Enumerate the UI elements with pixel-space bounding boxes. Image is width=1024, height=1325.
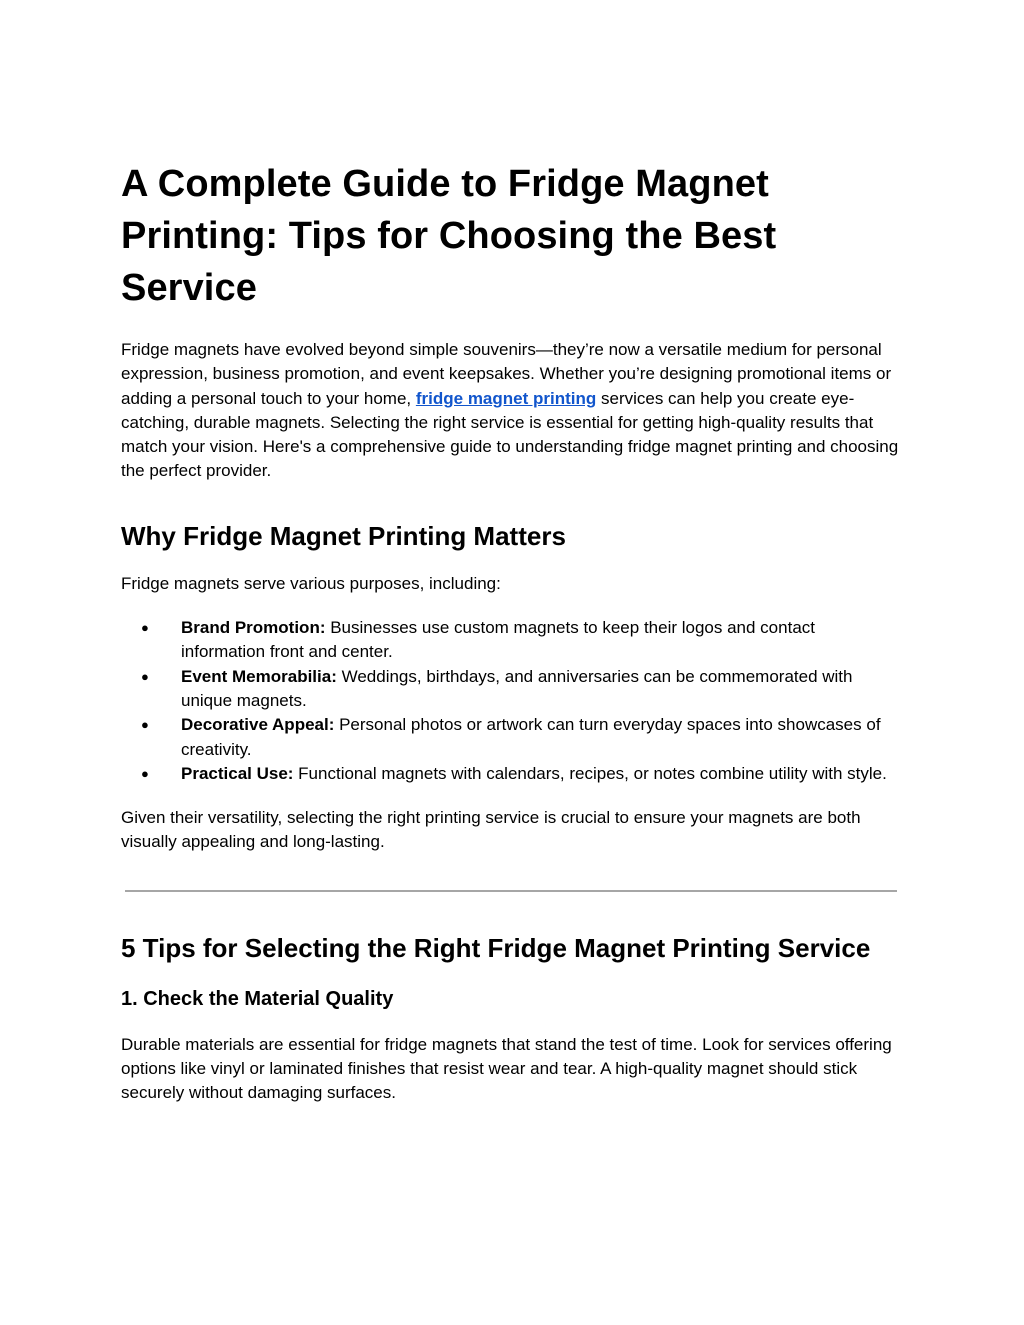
bullet-icon: ● xyxy=(141,765,149,781)
intro-text-after-link: services can help you create eye-catching, durable magnets. Selecting the right service is essential for getting high-quality results that match your vision. Here's a comprehensive guide to understanding fridge magnet printing and choosing the perfect provider. xyxy=(121,388,899,481)
intro-paragraph xyxy=(121,338,901,484)
tip-paragraph-material-quality: Durable materials are essential for fridge magnets that stand the test of time. Look for services offering options like vinyl or laminated finishes that resist wear and tear. A high-quality magnet should stick securely without damaging surfaces. xyxy=(121,1034,892,1103)
purposes-list xyxy=(121,616,901,786)
section-lead: Fridge magnets serve various purposes, including: xyxy=(121,573,501,593)
list-item-text: Weddings, birthdays, and anniversaries can be commemorated with unique magnets. xyxy=(181,666,853,710)
bullet-icon: ● xyxy=(141,668,149,684)
list-item-text: Functional magnets with calendars, recipes, or notes combine utility with style. xyxy=(293,763,887,783)
section-heading-tips: 5 Tips for Selecting the Right Fridge Magnet Printing Service xyxy=(121,932,871,963)
bullet-icon: ● xyxy=(141,620,149,636)
section-closing-paragraph: Given their versatility, selecting the right printing service is crucial to ensure your magnets are both visually appealing and long-lasting. xyxy=(121,808,861,852)
section-heading-why: Why Fridge Magnet Printing Matters xyxy=(121,520,566,551)
horizontal-divider xyxy=(125,890,897,892)
list-item-term: Event Memorabilia: xyxy=(181,666,337,686)
list-item-term: Decorative Appeal: xyxy=(181,715,335,735)
bullet-icon: ● xyxy=(141,717,149,733)
intro-text-before-link: Fridge magnets have evolved beyond simple souvenirs—they’re now a versatile medium for personal expression, business promotion, and event keepsakes. Whether you’re designing promotional items or adding a personal touch to your home, xyxy=(121,340,892,408)
document-page xyxy=(121,158,901,1106)
tip-heading-material-quality: 1. Check the Material Quality xyxy=(121,987,394,1010)
list-item xyxy=(121,713,901,762)
list-item-text: Personal photos or artwork can turn everyday spaces into showcases of creativity. xyxy=(181,715,881,759)
fridge-magnet-printing-link[interactable]: fridge magnet printing xyxy=(415,388,597,408)
list-item-term: Practical Use: xyxy=(181,763,294,783)
list-item-term: Brand Promotion: xyxy=(181,618,326,638)
list-item xyxy=(121,665,901,714)
list-item xyxy=(121,616,901,665)
list-item-text: Businesses use custom magnets to keep their logos and contact information front and center. xyxy=(181,618,815,662)
page-title: A Complete Guide to Fridge Magnet Printing: Tips for Choosing the Best Service xyxy=(121,163,777,309)
list-item xyxy=(121,762,901,786)
